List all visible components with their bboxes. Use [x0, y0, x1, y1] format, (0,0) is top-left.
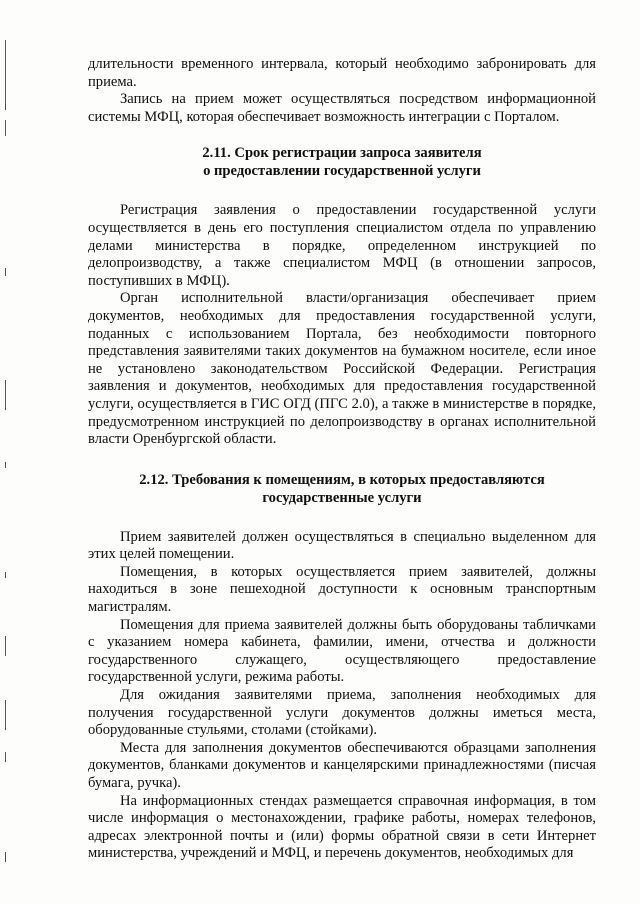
paragraph-document-acceptance: Орган исполнительной власти/организация обеспечивает прием документов, необходимых для предоставления государственной услуги, поданных с использованием Портала, без необходимости повторного представления заявителями таких документов на бумажном носителе, если иное не установлено законодательством Российской Федерации. Регистрация заявления и документов, необходимых для предоставления государственной услуги, осуществляется в ГИС ОГД (ПГС 2.0), а также в министерстве в порядке, предусмотренном инструкцией по делопроизводству в органах исполнительной власти Оренбургской области. [88, 290, 596, 448]
section-2-12-title-line1: 2.12. Требования к помещениям, в которых предоставляются [139, 471, 545, 488]
paragraph-portal-integration: Запись на прием может осуществляться посредством информационной системы МФЦ, которая обеспечивает возможность интеграции с Порталом. [88, 91, 596, 125]
section-2-11-title-line2: о предоставлении государственной услуги [203, 163, 481, 180]
paragraph-reception-room: Прием заявителей должен осуществляться в специально выделенном для этих целей помещении. [88, 528, 596, 563]
paragraph-waiting-area: Для ожидания заявителями приема, заполнения необходимых для получения государственной услуги документов должны иметься места, оборудованные стульями, столами (стойками). [88, 687, 596, 739]
paragraph-info-stands: На информационных стендах размещается справочная информация, в том числе информация о местонахождении, графике работы, номерах телефонов, адресах электронной почты и (или) формы обратной связи в сети Интернет министерства, учреждений и МФЦ, и перечень документов, необходимых для [88, 792, 596, 862]
paragraph-form-samples: Места для заполнения документов обеспечиваются образцами заполнения документов, бланками документов и канцелярскими принадлежностями (писчая бумага, ручка). [88, 739, 596, 791]
paragraph-pedestrian-access: Помещения, в которых осуществляется прием заявителей, должны находиться в зоне пешеходной доступности к основным транспортным магистралям. [88, 563, 596, 616]
continuation-paragraph: длительности временного интервала, который необходимо забронировать для приема. [88, 56, 596, 90]
paragraph-signage: Помещения для приема заявителей должны быть оборудованы табличками с указанием номера кабинета, фамилии, имени, отчества и должности государственного служащего, осуществляющего предоставление государственной услуги, режима работы. [88, 616, 596, 686]
paragraph-registration: Регистрация заявления о предоставлении государственной услуги осуществляется в день его поступления специалистом отдела по управлению делами министерства в порядке, определенном инструкцией по делопроизводству, а также специалистом МФЦ (в отношении запросов, поступивших в МФЦ). [88, 202, 596, 289]
document-page [88, 56, 596, 863]
section-2-12-title-line2: государственные услуги [262, 489, 422, 506]
section-2-11-heading [88, 144, 596, 180]
scan-margin-artifacts [0, 0, 14, 905]
section-2-11-title-line1: 2.11. Срок регистрации запроса заявителя [202, 145, 482, 162]
section-2-12-heading [88, 471, 596, 507]
